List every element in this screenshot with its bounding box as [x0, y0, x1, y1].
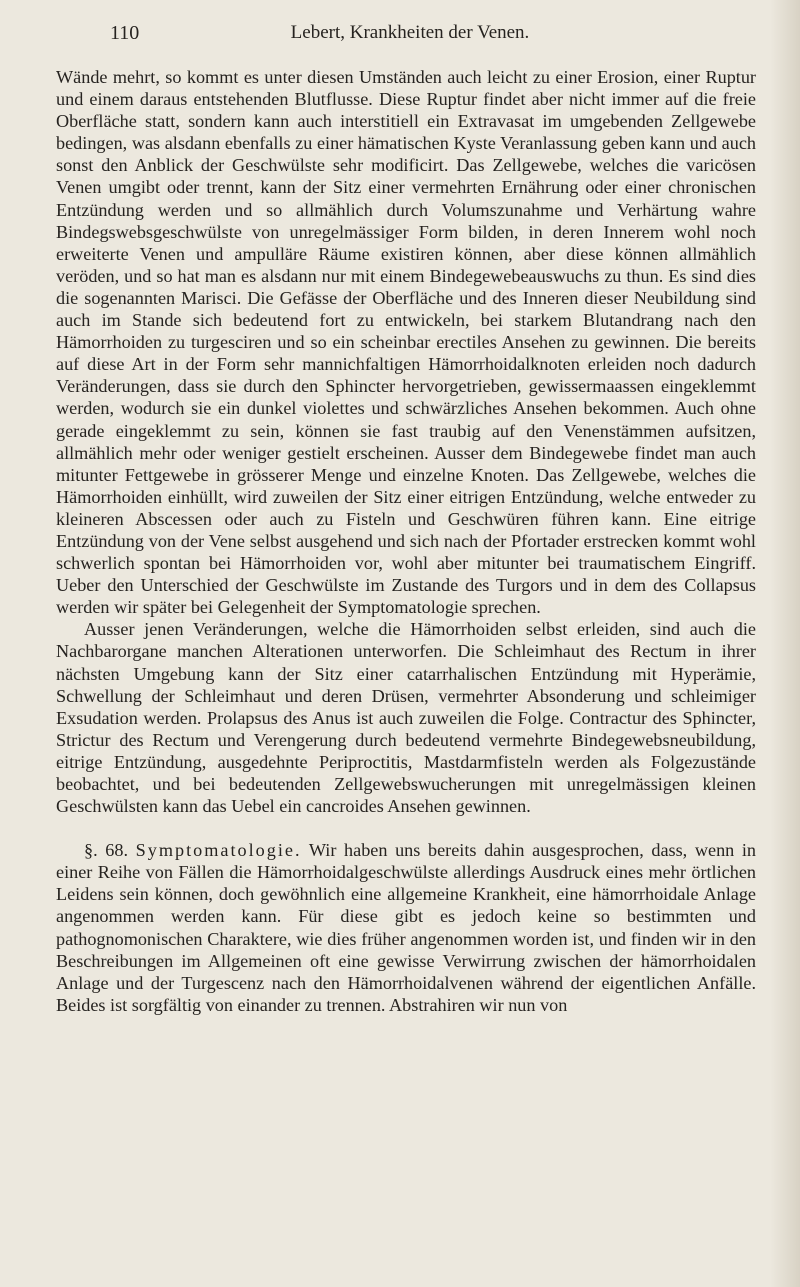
page-number: 110: [110, 22, 140, 44]
section-heading: Symptomatologie.: [135, 840, 302, 861]
paragraph-2: Ausser jenen Veränderungen, welche die Hämorrhoiden selbst erleiden, sind auch die Nachbarorgane manchen Alterationen unterworfen. Die Schleimhaut des Rectum in ihrer nächsten Umgebung kann der Sitz einer catarrhalischen Entzündung mit Hyperämie, Schwellung der Schleimhaut und deren Drüsen, vermehrter Absonderung und schleimiger Exsudation werden. Prolapsus des Anus ist auch zuweilen die Folge. Contractur des Sphincter, Strictur des Rectum und Verengerung durch bedeutend vermehrte Bindegewebsneubildung, eitrige Entzündung, ausgedehnte Periproctitis, Mastdarmfisteln werden als Folgezustände beobachtet, und bei bedeutenden Zellgewebswucherungen mit unregelmässigen kleinen Geschwülsten kann das Uebel ein cancroides Ansehen gewinnen.: [56, 619, 756, 817]
body-text: [56, 66, 756, 1016]
section-paragraph: [56, 839, 756, 1016]
running-title: Lebert, Krankheiten der Venen.: [290, 22, 530, 43]
paragraph-1: Wände mehrt, so kommt es unter diesen Umständen auch leicht zu einer Erosion, einer Ruptur und einem daraus entstehenden Blutflusse. Diese Ruptur findet aber nicht immer auf die freie Oberfläche statt, sondern kann auch interstitiell ein Extravasat im umgebenden Zellgewebe bedingen, was alsdann ebenfalls zu einer hämatischen Kyste Veranlassung geben kann und auch sonst den Anblick der Geschwülste sehr modificirt. Das Zellgewebe, welches die varicösen Venen umgibt oder trennt, kann der Sitz einer vermehrten Ernährung oder einer chronischen Entzündung werden und so allmählich durch Volumszunahme und Verhärtung wahre Bindegswebsgeschwülste von unregelmässiger Form bilden, in deren Innerem wohl noch erweiterte Venen und ampulläre Räume existiren können, aber diese können allmählich veröden, und so hat man es alsdann nur mit einem Bindegewebeauswuchs zu thun. Es sind dies die sogenannten Marisci. Die Gefässe der Oberfläche und des Inneren dieser Neubildung sind auch im Stande sich bedeutend fort zu entwickeln, bei starkem Blutandrang nach den Hämorrhoiden zu turgesciren und so ein scheinbar erectiles Ansehen zu gewinnen. Die bereits auf diese Art in der Form sehr mannichfaltigen Hämorrhoidalknoten erleiden noch dadurch Veränderungen, dass sie durch den Sphincter hervorgetrieben, gewissermaassen eingeklemmt werden, wodurch sie ein dunkel violettes und schwärzliches Ansehen bekommen. Auch ohne gerade eingeklemmt zu sein, können sie fast traubig auf den Venenstämmen aufsitzen, allmählich mehr oder weniger gestielt erscheinen. Ausser dem Bindegewebe findet man auch mitunter Fettgewebe in grösserer Menge und einzelne Knoten. Das Zellgewebe, welches die Hämorrhoiden einhüllt, wird zuweilen der Sitz einer eitrigen Entzündung, welche entweder zu kleineren Abscessen oder auch zu Fisteln und Geschwüren führen kann. Eine eitrige Entzündung von der Vene selbst ausgehend und sich nach der Pfortader erstrecken kommt wohl schwerlich spontan bei Hämorrhoiden vor, wohl aber mitunter bei traumatischem Eingriff. Ueber den Unterschied der Geschwülste im Zustande des Turgors und in dem des Collapsus werden wir später bei Gelegenheit der Symptomatologie sprechen.: [56, 67, 756, 618]
running-head: [110, 22, 710, 48]
section-text: Wir haben uns bereits dahin ausgesprochen, dass, wenn in einer Reihe von Fällen die Hämorrhoidalgeschwülste allerdings Ausdruck eines mehr örtlichen Leidens sein können, doch gewöhnlich eine allgemeine Krankheit, eine hämorrhoidale Anlage angenommen werden kann. Für diese gibt es jedoch keine so bestimmten und pathognomonischen Charaktere, wie dies früher angenommen worden ist, und finden wir in den Beschreibungen im Allgemeinen oft eine gewisse Verwirrung zwischen der hämorrhoidalen Anlage und der Turgescenz nach den Hämorrhoidalvenen während der eigentlichen Anfälle. Beides ist sorgfältig von einander zu trennen. Abstrahiren wir nun von: [56, 840, 757, 1015]
page-edge-shadow: [770, 0, 800, 1287]
section-number: §. 68.: [84, 840, 129, 861]
